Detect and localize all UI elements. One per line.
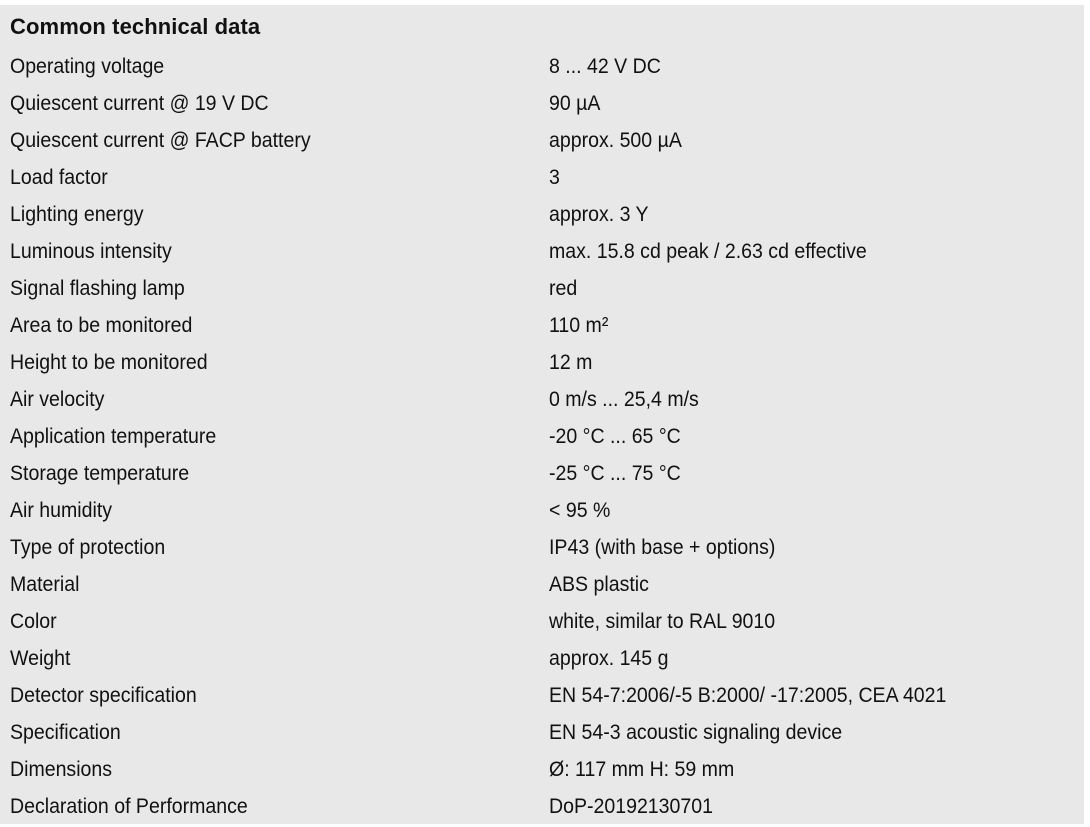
table-row xyxy=(0,233,1084,270)
table-row xyxy=(0,307,1084,344)
row-value: 110 m² xyxy=(549,314,609,337)
row-value: ABS plastic xyxy=(549,573,649,596)
row-label: Color xyxy=(10,610,57,633)
row-value: -20 °C ... 65 °C xyxy=(549,425,681,448)
row-label: Quiescent current @ FACP battery xyxy=(10,129,311,152)
table-title: Common technical data xyxy=(10,14,261,39)
row-label: Operating voltage xyxy=(10,55,165,78)
row-value: DoP-20192130701 xyxy=(549,795,713,818)
row-label: Height to be monitored xyxy=(10,351,208,374)
row-value: approx. 3 Y xyxy=(549,203,649,226)
table-row xyxy=(0,159,1084,196)
table-row xyxy=(0,492,1084,529)
table-row xyxy=(0,270,1084,307)
row-value: IP43 (with base + options) xyxy=(549,536,776,559)
row-value: EN 54-3 acoustic signaling device xyxy=(549,721,843,744)
row-value: 3 xyxy=(549,166,560,189)
row-value: 8 ... 42 V DC xyxy=(549,55,661,78)
row-label: Luminous intensity xyxy=(10,240,172,263)
row-label: Detector specification xyxy=(10,684,197,707)
table-row xyxy=(0,566,1084,603)
table-row xyxy=(0,85,1084,122)
row-label: Signal flashing lamp xyxy=(10,277,185,300)
table-row xyxy=(0,196,1084,233)
table-row xyxy=(0,455,1084,492)
row-label: Load factor xyxy=(10,166,108,189)
table-row xyxy=(0,788,1084,825)
row-value: Ø: 117 mm H: 59 mm xyxy=(549,758,735,781)
row-value: max. 15.8 cd peak / 2.63 cd effective xyxy=(549,240,867,263)
row-label: Storage temperature xyxy=(10,462,190,485)
table-row xyxy=(0,751,1084,788)
row-label: Material xyxy=(10,573,80,596)
table-row xyxy=(0,48,1084,85)
technical-data-table xyxy=(0,5,1084,824)
table-row xyxy=(0,418,1084,455)
row-value: white, similar to RAL 9010 xyxy=(549,610,776,633)
row-label: Quiescent current @ 19 V DC xyxy=(10,92,269,115)
row-label: Type of protection xyxy=(10,536,166,559)
table-row xyxy=(0,381,1084,418)
row-label: Weight xyxy=(10,647,71,670)
row-label: Air velocity xyxy=(10,388,105,411)
row-label: Dimensions xyxy=(10,758,113,781)
row-value: -25 °C ... 75 °C xyxy=(549,462,681,485)
table-row xyxy=(0,640,1084,677)
row-label: Air humidity xyxy=(10,499,113,522)
table-row xyxy=(0,677,1084,714)
row-label: Declaration of Performance xyxy=(10,795,248,818)
row-label: Specification xyxy=(10,721,121,744)
row-label: Lighting energy xyxy=(10,203,144,226)
table-row xyxy=(0,603,1084,640)
table-row xyxy=(0,529,1084,566)
row-value: EN 54-7:2006/-5 B:2000/ -17:2005, CEA 4021 xyxy=(549,684,947,707)
row-value: red xyxy=(549,277,578,300)
row-value: 0 m/s ... 25,4 m/s xyxy=(549,388,699,411)
row-value: 12 m xyxy=(549,351,593,374)
row-value: < 95 % xyxy=(549,499,611,522)
table-body xyxy=(0,48,1084,825)
row-value: approx. 500 µA xyxy=(549,129,682,152)
row-label: Area to be monitored xyxy=(10,314,193,337)
table-row xyxy=(0,122,1084,159)
table-row xyxy=(0,714,1084,751)
table-row xyxy=(0,344,1084,381)
row-value: approx. 145 g xyxy=(549,647,669,670)
row-label: Application temperature xyxy=(10,425,217,448)
row-value: 90 µA xyxy=(549,92,601,115)
